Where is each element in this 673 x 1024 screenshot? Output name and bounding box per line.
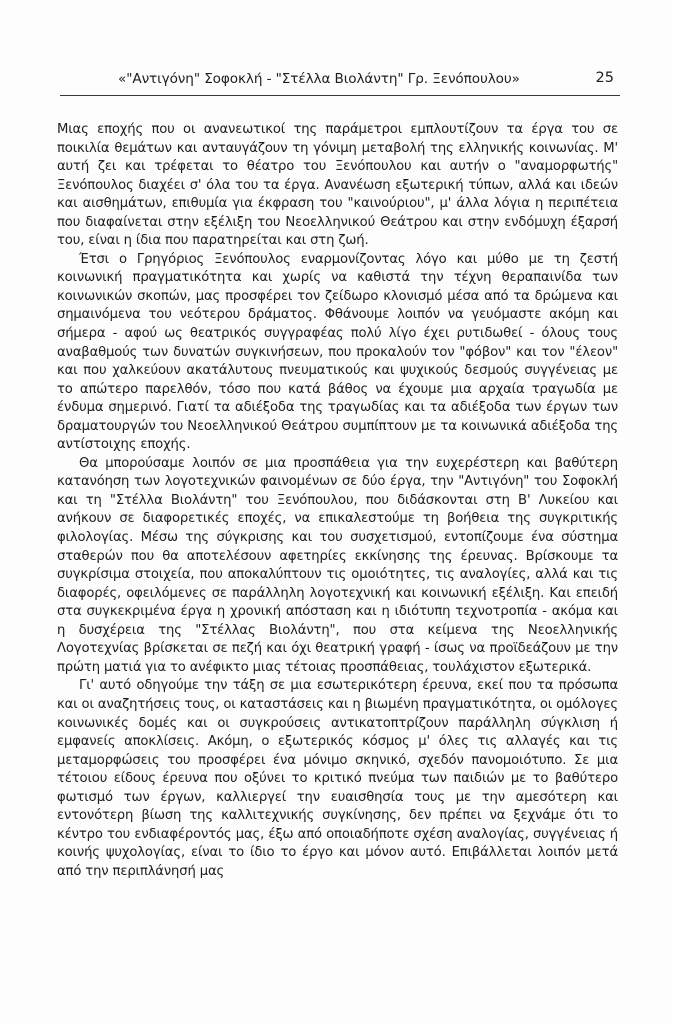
paragraph-4: Γι' αυτό οδηγούμε την τάξη σε μια εσωτερικότερη έρευνα, εκεί που τα πρόσωπα και οι αναζητήσεις τους, οι καταστάσεις και η βιωμένη πραγματικότητα, οι ομόλογες κοινωνικές δομές και οι συγκρούσεις αντικατοπτρίζουν παράλληλη σύγκλιση ή εμφανείς αποκλίσεις. Ακόμη, ο εξωτερικός κόσμος μ' όλες τις αλλαγές και τις μεταμορφώσεις του προσφέρει ένα μόνιμο σκηνικό, σχεδόν πανομοιότυπο. Σε μια τέτοιου είδους έρευνα που οξύνει το κριτικό πνεύμα των παιδιών με το βαθύτερο φωτισμό των έργων, καλλιεργεί την ευαισθησία τους με την αμεσότερη και εντονότερη βίωση της καλλιτεχνικής συγκίνησης, δεν πρέπει να ξεχνάμε ότι το κέντρο του ενδιαφέροντός μας, έξω από οποιαδήποτε σχέση αναλογίας, συγγένειας ή κοινής ψυχολογίας, είναι το ίδιο το έργο και μόνον αυτό. Επιβάλλεται λοιπόν μετά από την περιπλάνησή μας: [57, 678, 618, 879]
paragraph-2: Έτσι ο Γρηγόριος Ξενόπουλος εναρμονίζοντας λόγο και μύθο με τη ζεστή κοινωνική πραγματικότητα και χωρίς να καθιστά την τέχνη θεραπαινίδα των κοινωνικών σκοπών, μας προσφέρει τον ζείδωρο κλονισμό μέσα από τα δρώμενα και σημαινόμενα του νεότερου δράματος. Φθάνουμε λοιπόν να γευόμαστε ακόμη και σήμερα - αφού ως θεατρικός συγγραφέας πολύ λίγο έχει ρυτιδωθεί - όλους τους αναβαθμούς των δυνατών συγκινήσεων, που προκαλούν τον "φόβον" και τον "έλεον" και που χαλκεύουν ακατάλυτους πνευματικούς και ψυχικούς δεσμούς συγγένειας με το απώτερο παρελθόν, τόσο που κατά βάθος να έχουμε μια αρχαία τραγωδία με ένδυμα σημερινό. Γιατί τα αδιέξοδα της τραγωδίας και τα αδιέξοδα των έργων των δραματουργών του Νεοελληνικού Θεάτρου συμπίπτουν με τα κοινωνικά αδιέξοδα της αντίστοιχης εποχής.: [57, 251, 618, 453]
page-number: 25: [595, 70, 614, 86]
body-text: [57, 121, 618, 881]
paragraph-1: Μιας εποχής που οι ανανεωτικοί της παράμετροι εμπλουτίζουν τα έργα του σε ποικιλία θεμάτων και ανταυγάζουν τη γόνιμη μεταβολή της ελληνικής κοινωνίας. Μ' αυτή ζει και τρέφεται το θέατρο του Ξενόπουλου και αυτήν ο "αναμορφωτής" Ξενόπουλος διαχέει σ' όλα του τα έργα. Ανανέωση εξωτερική τύπων, αλλά και ιδεών και αισθημάτων, επιθυμία για έκφραση του "καινούριου", μ' άλλα λόγια η περιπέτεια που διαφαίνεται στην εξέλιξη του Νεοελληνικού Θεάτρου και στην ενδόμυχη έξαρσή του, είναι η ίδια που παρατηρείται και στη ζωή.: [57, 122, 618, 249]
running-header: [60, 69, 620, 96]
running-title: «"Αντιγόνη" Σοφοκλή - "Στέλλα Βιολάντη" Γρ. Ξενόπουλου»: [118, 71, 520, 87]
paragraph-3: Θα μπορούσαμε λοιπόν σε μια προσπάθεια για την ευχερέστερη και βαθύτερη κατανόηση των λογοτεχνικών φαινομένων σε δύο έργα, την "Αντιγόνη" του Σοφοκλή και τη "Στέλλα Βιολάντη" του Ξενόπουλου, που διδάσκονται στη Β' Λυκείου και ανήκουν σε διαφορετικές εποχές, να επικαλεστούμε τη βοήθεια της συγκριτικής φιλολογίας. Μέσω της σύγκρισης και του συσχετισμού, εντοπίζουμε ένα σύστημα σταθερών που θα αποτελέσουν αφετηρίες εκκίνησης της έρευνας. Βρίσκουμε τα συγκρίσιμα στοιχεία, που αποκαλύπτουν τις ομοιότητες, τις αναλογίες, αλλά και τις διαφορές, οφειλόμενες σε παράλληλη λογοτεχνική και κοινωνική εξέλιξη. Και επειδή στα συγκεκριμένα έργα η χρονική απόσταση και η ιδιότυπη τεχνοτροπία - ακόμα και η δυσχέρεια της "Στέλλας Βιολάντη", που στα κείμενα της Νεοελληνικής Λογοτεχνίας βρίσκεται σε πεζή και όχι θεατρική γραφή - ίσως να προϊδεάζουν με την πρώτη ματιά για το ανέφικτο μιας τέτοιας προσπάθειας, τουλάχιστον εξωτερικά.: [57, 455, 618, 675]
